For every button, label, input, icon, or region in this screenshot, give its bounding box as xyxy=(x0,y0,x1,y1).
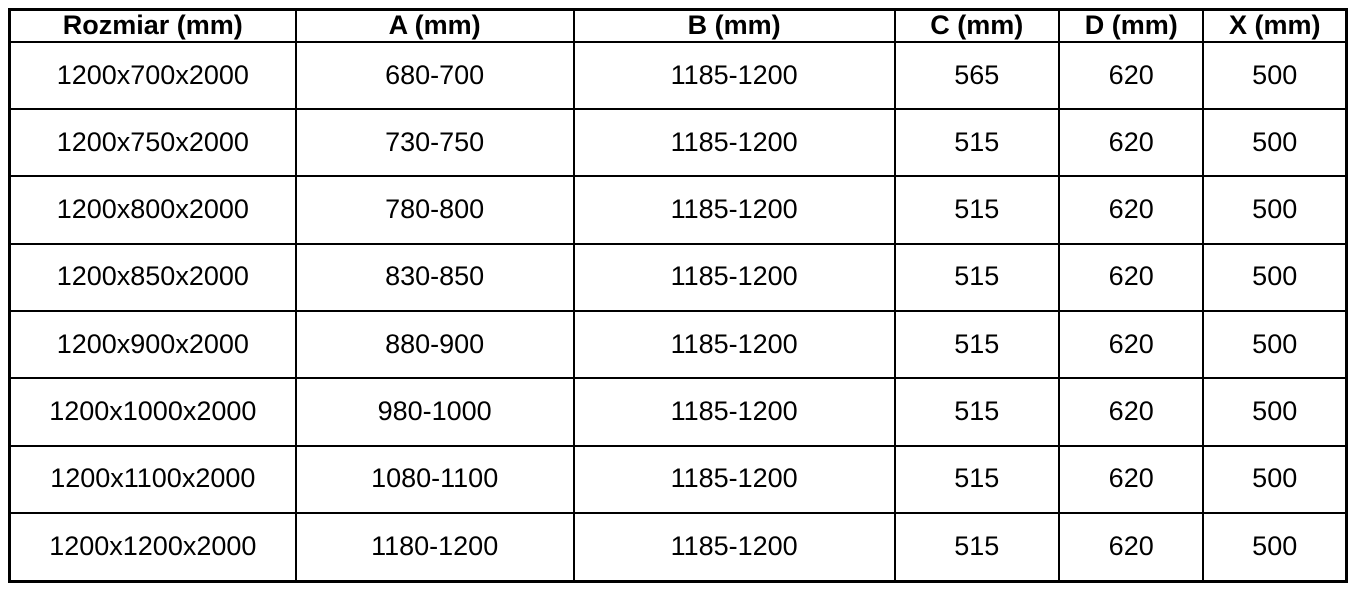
size-spec-table-container xyxy=(8,8,1348,583)
table-row xyxy=(10,311,1347,378)
table-cell: 500 xyxy=(1203,109,1346,176)
table-cell: 1185-1200 xyxy=(574,513,895,582)
table-cell: 1200x700x2000 xyxy=(10,42,296,109)
table-cell: 1185-1200 xyxy=(574,378,895,445)
table-cell: 1200x1200x2000 xyxy=(10,513,296,582)
table-cell: 730-750 xyxy=(296,109,574,176)
table-row xyxy=(10,378,1347,445)
column-header: B (mm) xyxy=(574,10,895,42)
table-cell: 515 xyxy=(895,446,1059,513)
table-cell: 1200x800x2000 xyxy=(10,176,296,243)
table-cell: 830-850 xyxy=(296,244,574,311)
table-cell: 1200x1000x2000 xyxy=(10,378,296,445)
table-cell: 620 xyxy=(1059,446,1203,513)
table-cell: 1185-1200 xyxy=(574,176,895,243)
table-cell: 1180-1200 xyxy=(296,513,574,582)
table-cell: 620 xyxy=(1059,513,1203,582)
table-cell: 620 xyxy=(1059,42,1203,109)
table-cell: 565 xyxy=(895,42,1059,109)
table-cell: 620 xyxy=(1059,176,1203,243)
size-spec-table xyxy=(8,8,1348,583)
table-row xyxy=(10,446,1347,513)
table-cell: 515 xyxy=(895,109,1059,176)
table-cell: 500 xyxy=(1203,244,1346,311)
table-body xyxy=(10,42,1347,582)
table-cell: 880-900 xyxy=(296,311,574,378)
table-cell: 1080-1100 xyxy=(296,446,574,513)
table-row xyxy=(10,109,1347,176)
table-cell: 515 xyxy=(895,244,1059,311)
column-header: X (mm) xyxy=(1203,10,1346,42)
table-cell: 620 xyxy=(1059,378,1203,445)
header-row xyxy=(10,10,1347,42)
column-header: Rozmiar (mm) xyxy=(10,10,296,42)
table-cell: 780-800 xyxy=(296,176,574,243)
table-cell: 1200x900x2000 xyxy=(10,311,296,378)
table-cell: 620 xyxy=(1059,109,1203,176)
column-header: C (mm) xyxy=(895,10,1059,42)
table-cell: 500 xyxy=(1203,513,1346,582)
table-cell: 1185-1200 xyxy=(574,42,895,109)
column-header: D (mm) xyxy=(1059,10,1203,42)
table-cell: 500 xyxy=(1203,378,1346,445)
table-cell: 620 xyxy=(1059,244,1203,311)
table-cell: 1200x1100x2000 xyxy=(10,446,296,513)
column-header: A (mm) xyxy=(296,10,574,42)
table-cell: 515 xyxy=(895,378,1059,445)
table-cell: 1185-1200 xyxy=(574,109,895,176)
table-cell: 1185-1200 xyxy=(574,446,895,513)
table-cell: 500 xyxy=(1203,311,1346,378)
table-cell: 980-1000 xyxy=(296,378,574,445)
table-cell: 500 xyxy=(1203,42,1346,109)
table-cell: 515 xyxy=(895,176,1059,243)
table-cell: 500 xyxy=(1203,446,1346,513)
table-row xyxy=(10,176,1347,243)
table-row xyxy=(10,244,1347,311)
table-cell: 1200x750x2000 xyxy=(10,109,296,176)
table-cell: 620 xyxy=(1059,311,1203,378)
table-cell: 1185-1200 xyxy=(574,311,895,378)
table-cell: 1185-1200 xyxy=(574,244,895,311)
table-cell: 680-700 xyxy=(296,42,574,109)
table-cell: 1200x850x2000 xyxy=(10,244,296,311)
table-row xyxy=(10,513,1347,582)
table-cell: 515 xyxy=(895,513,1059,582)
table-row xyxy=(10,42,1347,109)
table-header xyxy=(10,10,1347,42)
table-cell: 500 xyxy=(1203,176,1346,243)
table-cell: 515 xyxy=(895,311,1059,378)
